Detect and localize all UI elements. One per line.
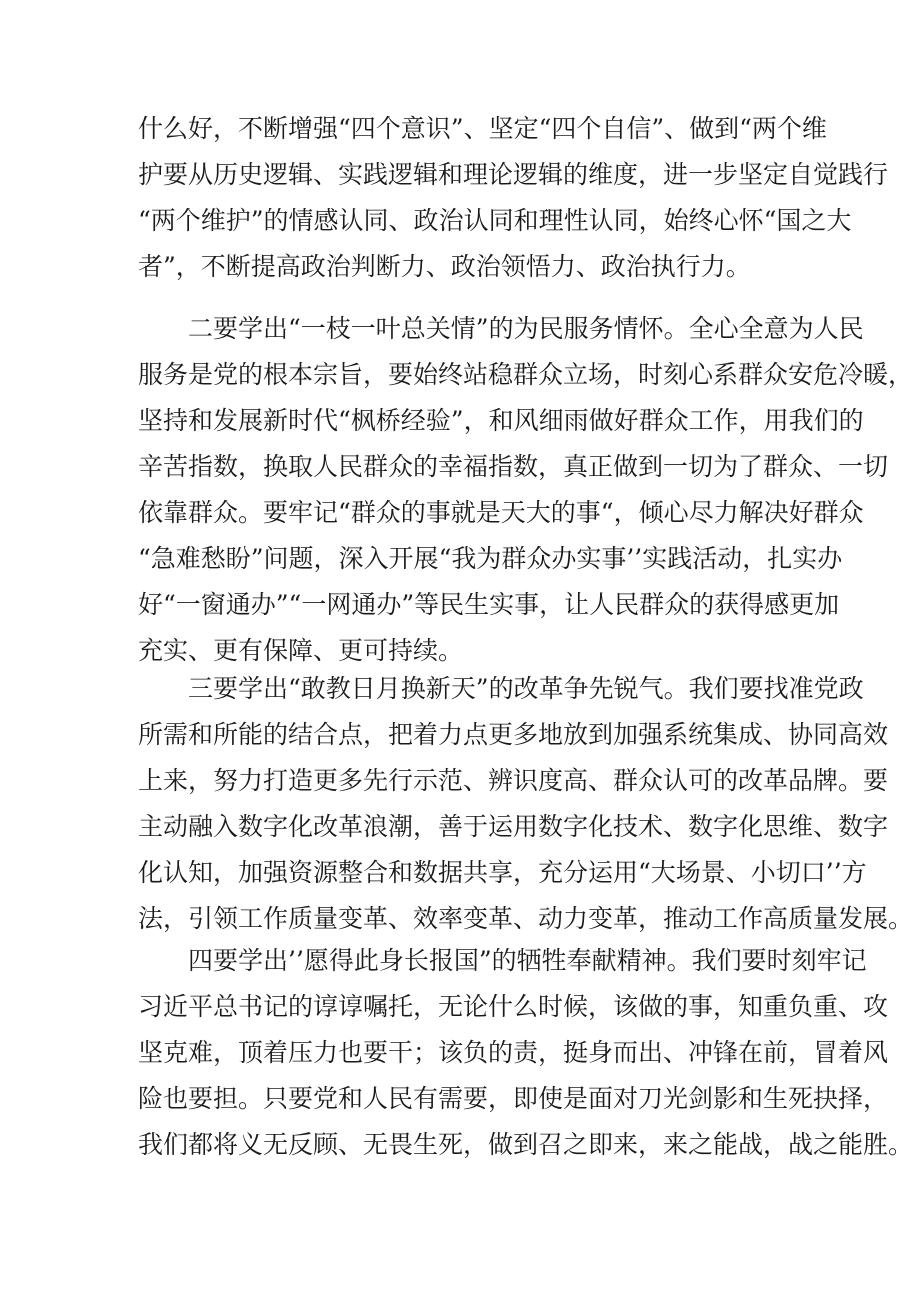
text-line: 什么好，不断增强“四个意识”、坚定“四个自信”、做到“两个维 (138, 114, 827, 143)
text-line: 者”，不断提高政治判断力、政治领悟力、政治执行力。 (138, 252, 751, 281)
text-line: 护要从历史逻辑、实践逻辑和理论逻辑的维度，进一步坚定自觉践行 (138, 160, 889, 189)
text-line: 服务是党的根本宗旨，要始终站稳群众立场，时刻心系群众安危冷暖， (138, 360, 914, 389)
text-line: 坚持和发展新时代“枫桥经验”，和风细雨做好群众工作，用我们的 (138, 406, 864, 435)
text-line: 上来，努力打造更多先行示范、辨识度高、群众认可的改革品牌。要 (138, 766, 889, 795)
text-line: 依靠群众。要牢记“群众的事就是天大的事“，倾心尽力解决好群众 (138, 498, 864, 527)
text-line: 习近平总书记的谆谆嘱托，无论什么时候，该做的事，知重负重、攻 (138, 992, 889, 1021)
text-line: 好“一窗通办”“一网通办”等民生实事，让人民群众的获得感更加 (138, 590, 840, 619)
text-line: 主动融入数字化改革浪潮，善于运用数字化技术、数字化思维、数字 (138, 812, 889, 841)
text-line: 法，引领工作质量变革、效率变革、动力变革，推动工作高质量发展。 (138, 904, 914, 933)
text-line: “两个维护”的情感认同、政治认同和理性认同，始终心怀“国之大 (138, 206, 852, 235)
text-line: 二要学出“一枝一叶总关情”的为民服务情怀。全心全意为人民 (138, 314, 864, 343)
text-line: 充实、更有保障、更可持续。 (138, 636, 464, 665)
text-line: 化认知，加强资源整合和数据共享，充分运用“大场景、小切口’’方 (138, 858, 867, 887)
text-line: 三要学出“敢教日月换新天”的改革争先锐气。我们要找准党政 (138, 674, 864, 703)
text-line: 所需和所能的结合点，把着力点更多地放到加强系统集成、协同高效 (138, 720, 889, 749)
paragraph-2 (138, 306, 914, 674)
text-line: “急难愁盼”问题，深入开展“我为群众办实事’’实践活动，扎实办 (138, 544, 843, 573)
paragraph-1 (138, 106, 889, 290)
text-line: 辛苦指数，换取人民群众的幸福指数，真正做到一切为了群众、一切 (138, 452, 889, 481)
text-line: 险也要担。只要党和人民有需要，即使是面对刀光剑影和生死抉择， (138, 1084, 889, 1113)
text-line: 四要学出’’愿得此身长报国”的牺牲奉献精神。我们要时刻牢记 (138, 946, 867, 975)
text-line: 我们都将义无反顾、无畏生死，做到召之即来，来之能战，战之能胜。 (138, 1130, 914, 1159)
text-line: 坚克难，顶着压力也要干；该负的责，挺身而出、冲锋在前，冒着风 (138, 1038, 889, 1067)
paragraph-3 (138, 666, 914, 942)
paragraph-4 (138, 938, 914, 1168)
